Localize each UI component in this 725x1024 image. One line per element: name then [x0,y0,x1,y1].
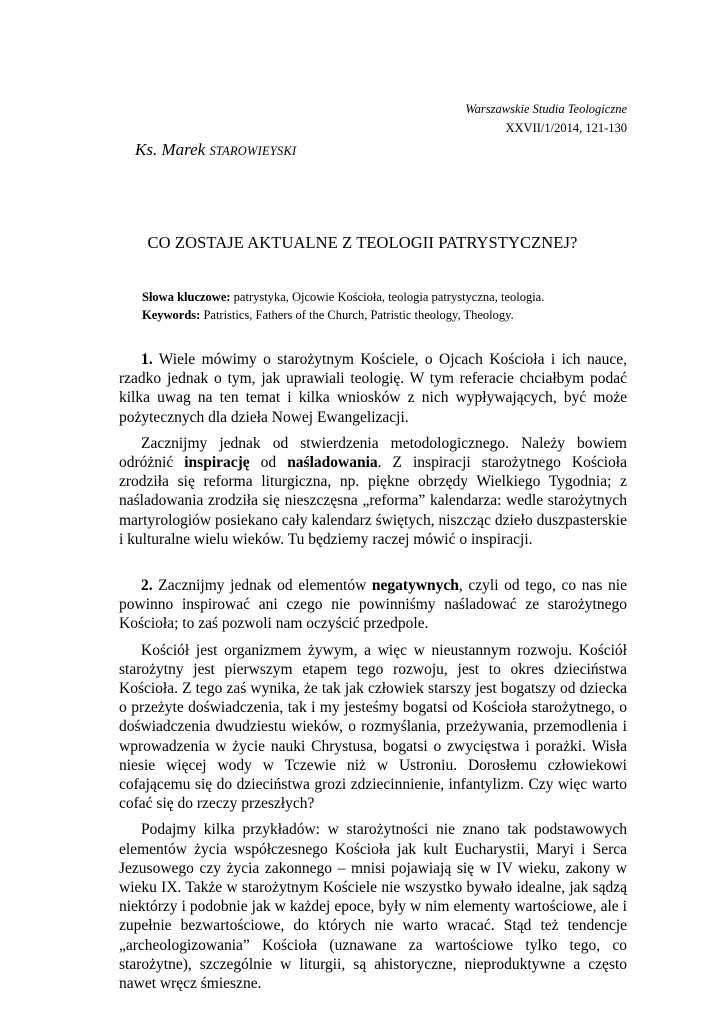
paragraph-2 [119,434,627,549]
paragraph-4: Kościół jest organizmem żywym, a więc w nieustannym rozwoju. Kościół starożytny jest pierwszym etapem tego rozwoju, jest to okres dzieciństwa Kościoła. Z tego zaś wynika, że tak jak człowiek starszy jest bogatszy od dziecka o przeżyte doświadczenia, tak i my jesteśmy bogatsi od Kościoła starożytnego, o doświadczenia dwudziestu wieków, o rozmyślania, przeżywania, przemodlenia i wprowadzenia w życie nauki Chrystusa, bogatsi o zwycięstwa i porażki. Wisła niesie więcej wody w Tczewie niż w Ustroniu. Dorosłemu człowiekowi cofającemu się do dzieciństwa grozi zdziecinnienie, infantylizm. Czy więc warto cofać się do rzeczy przeszłych? [119,641,627,813]
section-number-2: 2. [141,577,153,595]
keywords-polish [142,289,627,305]
journal-name: Warszawskie Studia Teologiczne [465,102,627,116]
paragraph-2-text-e: . Z inspiracji starożytnego Kościoła zrodziła się reforma liturgiczna, np. piękne obrzędy Wielkiego Tygodnia; z naśladowania zrodziła się nieszczęsna „reforma” kalendarza: wedle starożytnych martyrologiów posiekano cały kalendarz świętych, niszcząc dzieło duszpasterskie i kulturalne wielu wieków. Tu będziemy raczej mówić o inspiracji. [119,454,627,548]
section-number-1: 1. [141,351,153,368]
keywords-english-label: Keywords: [142,308,201,322]
emphasis-inspiracje: inspirację [184,454,250,472]
author-surname: STAROWIEYSKI [209,144,297,158]
author-name [135,140,296,160]
emphasis-negatywnych: negatywnych [371,577,459,595]
paragraph-2-text-a: Zacznijmy jednak od stwierdzenia metodologicznego. Należy bowiem odróżnić [119,434,627,472]
keywords-polish-text: patrystyka, Ojcowie Kościoła, teologia patrystyczna, teologia. [230,290,545,304]
paragraph-3 [119,576,627,634]
author-prefix: Ks. Marek [135,140,210,159]
keywords-english [142,307,627,323]
paragraph-1 [119,350,627,427]
paragraph-2-text-c: od [249,454,288,472]
keywords-polish-label: Słowa kluczowe: [142,290,231,304]
paragraph-5: Podajmy kilka przykładów: w starożytności nie znano tak podstawowych elementów życia współczesnego Kościoła jak kult Eucharystii, Maryi i Serca Jezusowego czy życia zakonnego – mnisi pojawiają się w IV wieku, zakony w wieku IX. Także w starożytnym Kościele nie wszystko bywało idealne, jak sądzą niektórzy i podobnie jak w każdej epoce, były w nim elementy wartościowe, ale i zupełnie bezwartościowe, do których nie warto wracać. Stąd też tendencje „archeologizowania” Kościoła (uznawane za wartościowe tylko tego, co starożytne), szczególnie w liturgii, są ahistoryczne, nieproduktywne a często nawet wręcz śmieszne. [119,821,627,993]
keywords-english-text: Patristics, Fathers of the Church, Patristic theology, Theology. [200,308,514,322]
journal-issue: XXVII/1/2014, 121-130 [505,121,627,135]
paragraph-3-text-a: Zacznijmy jednak od elementów [152,577,372,595]
journal-header [465,100,627,138]
emphasis-nasladowania: naśladowania [287,454,378,472]
article-body [119,350,627,1000]
paragraph-3-text-c: , czyli od tego, co nas nie powinno inspirować ani czego nie powinniśmy naśladować ze starożytnego Kościoła; to zaś pozwoli nam oczyścić przedpole. [119,577,627,633]
article-title: CO ZOSTAJE AKTUALNE Z TEOLOGII PATRYSTYCZNEJ? [147,233,578,252]
paragraph-1-text: Wiele mówimy o starożytnym Kościele, o Ojcach Kościoła i ich nauce, rzadko jednak o tym, jak uprawiali teologię. W tym referacie chciałbym podać kilka uwag na ten temat i kilka wniosków z nich wypływających, być może pożytecznych dla dzieła Nowej Ewangelizacji. [119,351,627,426]
